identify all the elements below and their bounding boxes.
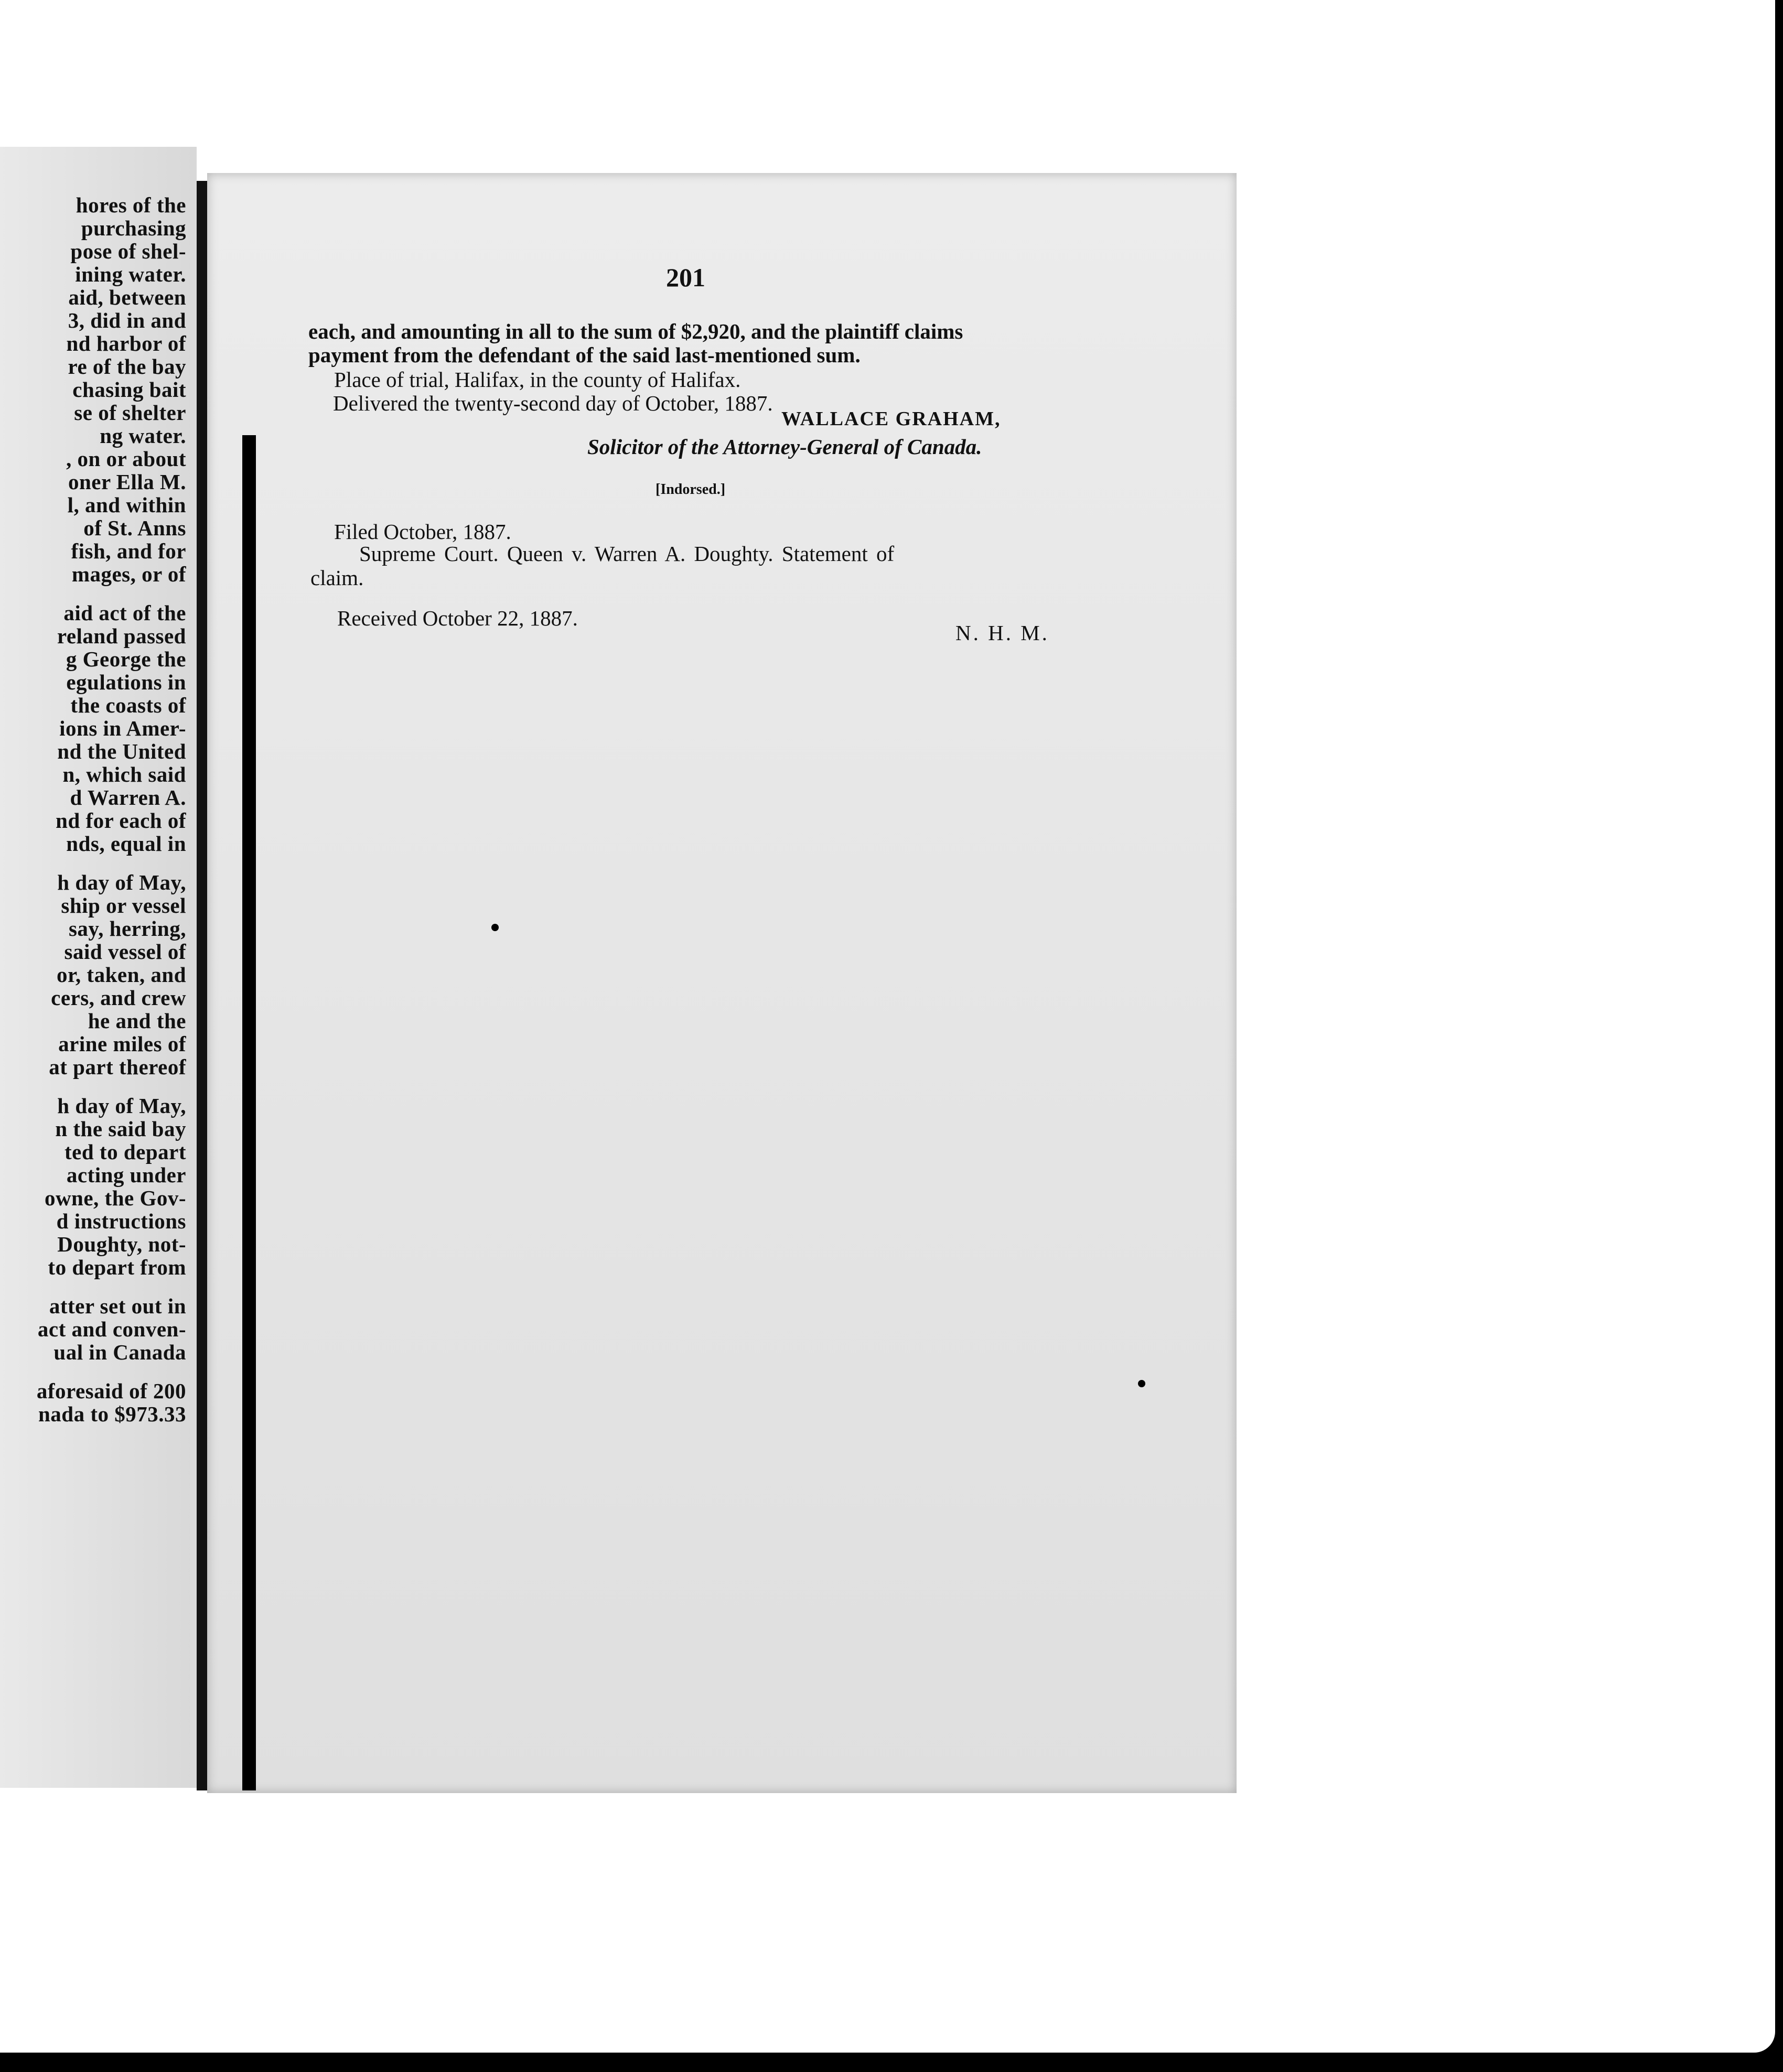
ink-speck: [1138, 1380, 1145, 1387]
left-page-line: at part thereof: [49, 1055, 186, 1079]
left-page-line: l, and within: [67, 493, 186, 517]
left-page-line: n, which said: [62, 762, 186, 786]
left-page-line: acting under: [66, 1163, 186, 1187]
left-page-line: ual in Canada: [53, 1340, 186, 1364]
claim-text-line-1: each, and amounting in all to the sum of $2,920, and the plaintiff claims: [308, 319, 963, 343]
signatory-title: Solicitor of the Attorney-General of Canada.: [587, 435, 982, 459]
binding-line: [242, 435, 256, 1790]
ink-speck: [491, 924, 499, 931]
left-page-fragment: [0, 147, 197, 1788]
left-page-line: ted to depart: [65, 1140, 186, 1164]
left-page-line: ining water.: [75, 262, 186, 286]
left-page-line: ng water.: [100, 424, 186, 448]
left-page-line: mages, or of: [71, 562, 186, 586]
left-page-line: ions in Amer-: [59, 716, 186, 740]
left-page-line: n the said bay: [55, 1117, 186, 1141]
left-page-line: d Warren A.: [70, 785, 186, 810]
left-page-line: he and the: [88, 1009, 186, 1033]
place-of-trial: Place of trial, Halifax, in the county of Halifax.: [334, 368, 741, 392]
left-page-line: arine miles of: [58, 1032, 186, 1056]
signatory-name: WALLACE GRAHAM,: [781, 408, 1001, 430]
delivered-date: Delivered the twenty-second day of October, 1887.: [333, 391, 773, 415]
left-page-line: cers, and crew: [51, 986, 186, 1010]
left-page-line: 3, did in and: [68, 308, 186, 332]
left-page-line: d instructions: [56, 1209, 186, 1233]
page-gutter: [197, 181, 207, 1790]
left-page-line: nd for each of: [56, 808, 186, 833]
left-page-line: the coasts of: [70, 693, 186, 717]
left-page-line: said vessel of: [64, 940, 186, 964]
left-page-line: aid, between: [68, 285, 186, 309]
left-page-line: atter set out in: [49, 1294, 186, 1318]
left-page-line: act and conven-: [37, 1317, 186, 1341]
left-page-line: aid act of the: [63, 601, 186, 625]
left-page-line: nada to $973.33: [38, 1402, 186, 1426]
left-page-line: hores of the: [76, 193, 186, 217]
left-page-line: se of shelter: [74, 401, 186, 425]
left-page-line: re of the bay: [68, 354, 186, 379]
left-page-line: reland passed: [57, 624, 186, 648]
left-page-line: say, herring,: [68, 916, 186, 941]
left-page-line: aforesaid of 200: [36, 1379, 186, 1403]
case-title-line-1: Supreme Court. Queen v. Warren A. Doughty. Statement of: [359, 542, 895, 566]
left-page-line: to depart from: [48, 1255, 186, 1279]
left-page-line: pose of shel-: [70, 239, 186, 263]
left-page-line: nd harbor of: [66, 331, 186, 355]
left-page-line: nds, equal in: [66, 832, 186, 856]
initials: N. H. M.: [955, 621, 1049, 645]
left-page-line: , on or about: [66, 447, 186, 471]
left-page-line: g George the: [66, 647, 186, 671]
indorsed-heading: [Indorsed.]: [656, 481, 726, 498]
left-page-line: h day of May,: [57, 1094, 186, 1118]
left-page-line: egulations in: [66, 670, 186, 694]
left-page-line: purchasing: [81, 216, 186, 240]
received-date: Received October 22, 1887.: [337, 606, 578, 630]
right-page: [207, 173, 1237, 1793]
left-page-line: Doughty, not-: [57, 1232, 186, 1256]
left-page-line: of St. Anns: [83, 516, 186, 540]
left-page-line: or, taken, and: [57, 963, 186, 987]
left-page-line: fish, and for: [71, 539, 186, 563]
left-page-line: owne, the Gov-: [44, 1186, 186, 1210]
left-page-line: nd the United: [57, 739, 186, 763]
claim-text-line-2: payment from the defendant of the said last-mentioned sum.: [308, 343, 861, 367]
left-page-line: chasing bait: [72, 377, 186, 402]
page-number: 201: [666, 263, 705, 292]
left-page-line: oner Ella M.: [68, 470, 186, 494]
left-page-line: ship or vessel: [61, 893, 186, 918]
filed-date: Filed October, 1887.: [334, 520, 511, 544]
left-page-line: h day of May,: [57, 870, 186, 894]
case-title-line-2: claim.: [310, 566, 364, 590]
